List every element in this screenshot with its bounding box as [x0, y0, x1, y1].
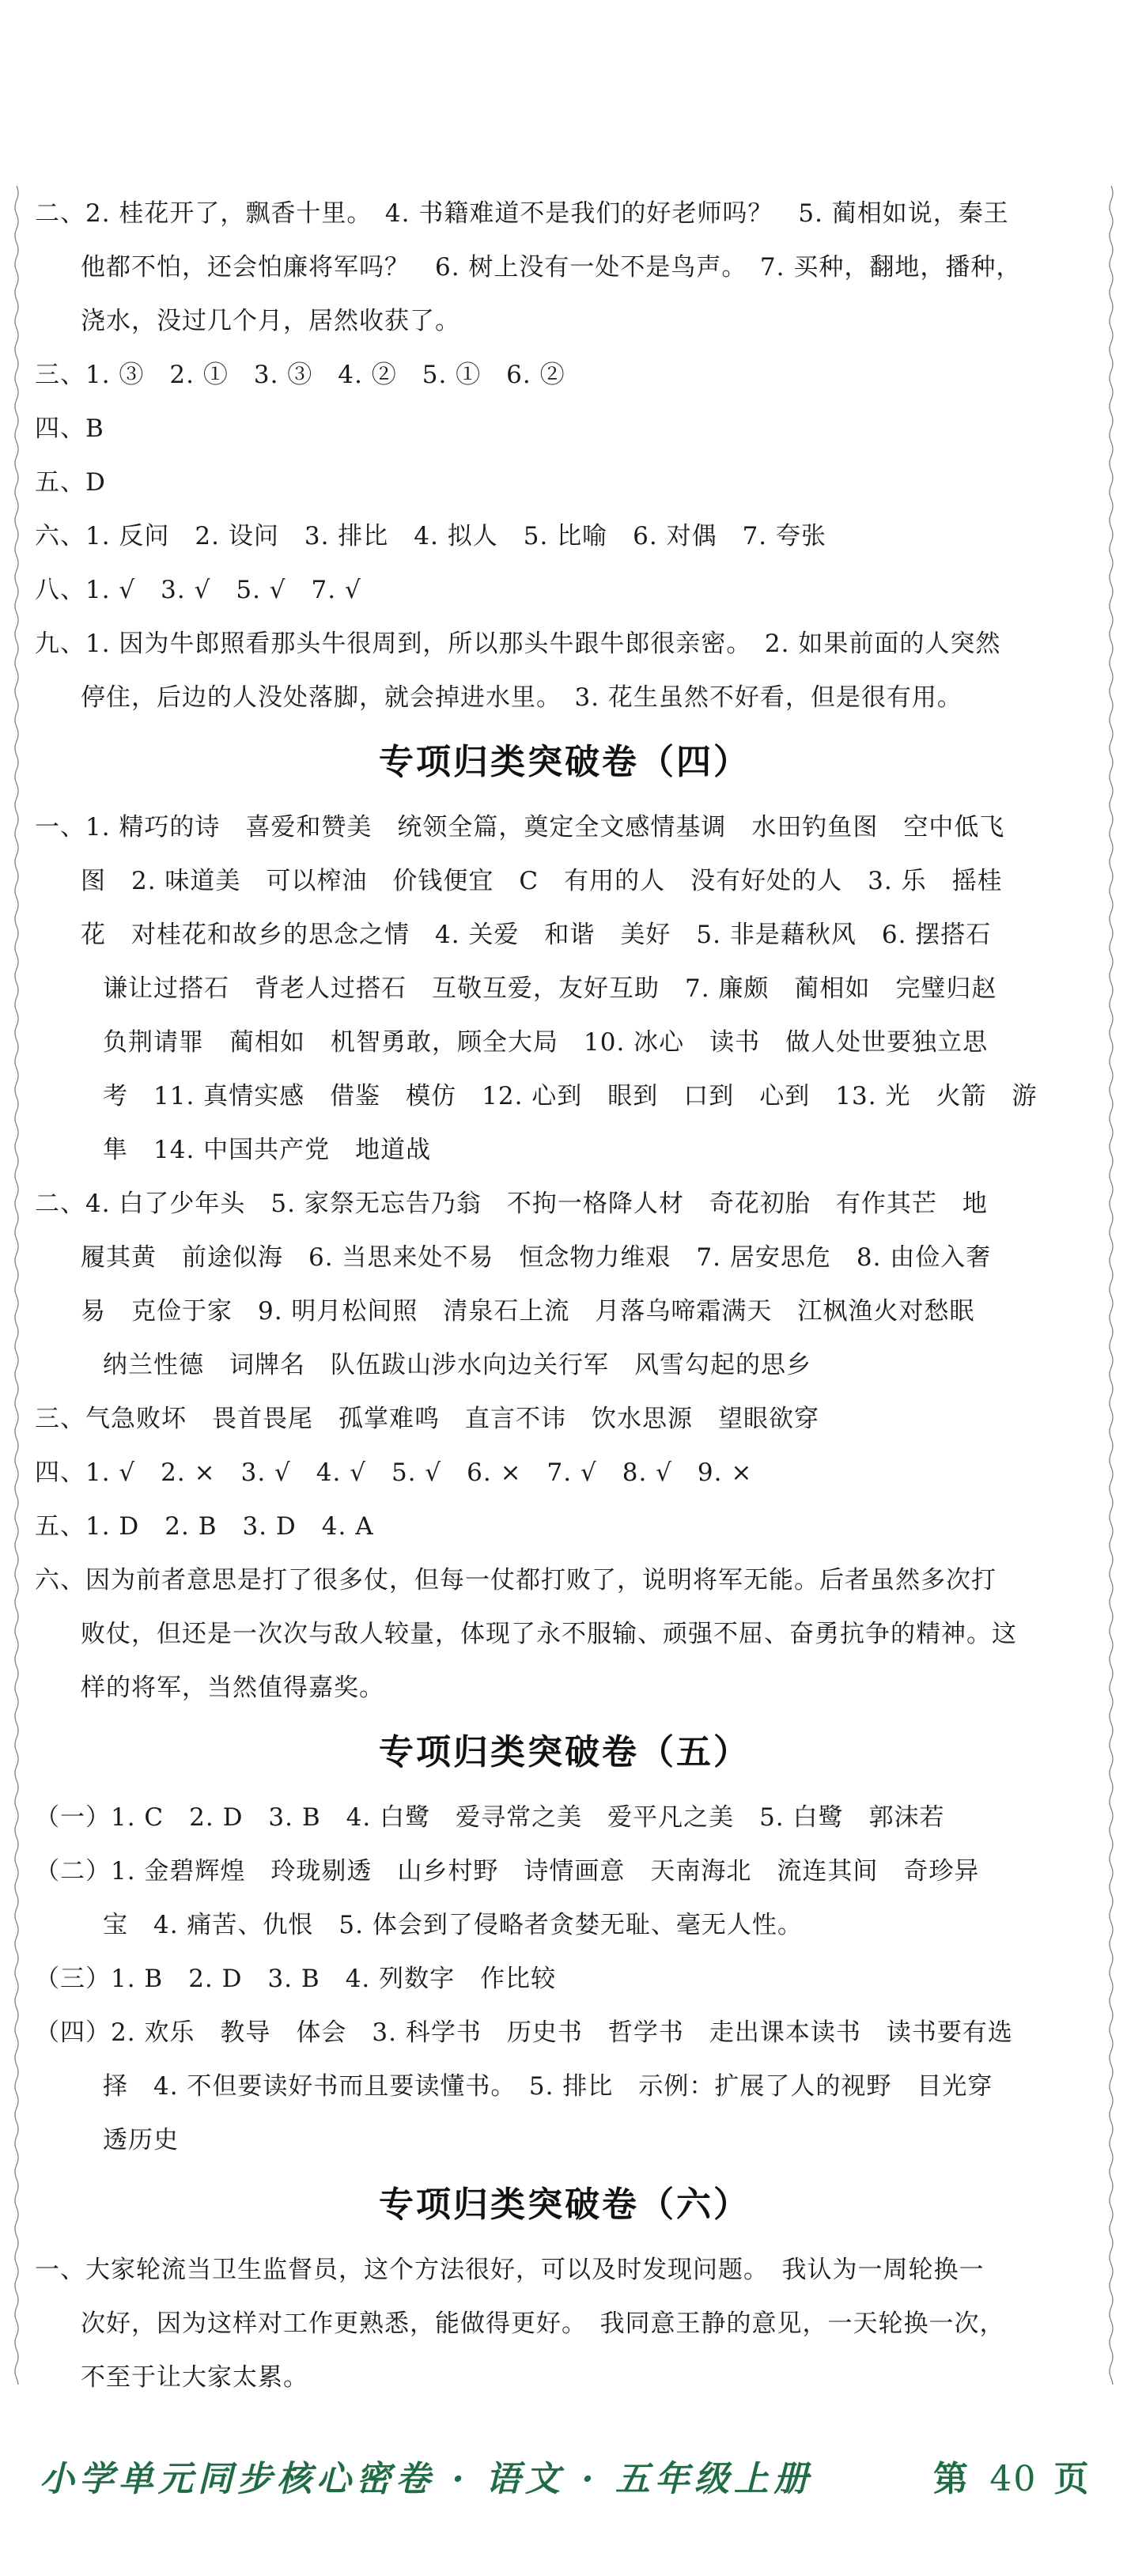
answer-line: 考 11. 真情实感 借鉴 模仿 12. 心到 眼到 口到 心到 13. 光 火箭 游	[103, 1082, 1038, 1110]
answer-line: 五、D	[35, 468, 106, 497]
answer-line: 八、1. √ 3. √ 5. √ 7. √	[35, 576, 361, 604]
right-wavy-border	[1106, 186, 1117, 2385]
answer-line: 四、1. √ 2. × 3. √ 4. √ 5. √ 6. × 7. √ 8. √ 9. ×	[35, 1458, 753, 1487]
answer-line: 五、1. D 2. B 3. D 4. A	[35, 1512, 374, 1541]
section-title-6: 专项归类突破卷（六）	[379, 2184, 751, 2225]
page-suffix: 页	[1053, 2459, 1094, 2499]
answer-line: 六、因为前者意思是打了很多仗，但每一仗都打败了，说明将军无能。后者虽然多次打	[35, 1566, 997, 1594]
section-title-4: 专项归类突破卷（四）	[379, 742, 751, 782]
answer-line: 败仗，但还是一次次与敌人较量，体现了永不服输、顽强不屈、奋勇抗争的精神。这	[81, 1620, 1017, 1648]
answer-line: 谦让过搭石 背老人过搭石 互敬互爱，友好互助 7. 廉颇 蔺相如 完璧归赵	[103, 974, 997, 1003]
answer-line: 四、B	[35, 414, 104, 443]
answer-line: （二）1. 金碧辉煌 玲珑剔透 山乡村野 诗情画意 天南海北 流连其间 奇珍异	[35, 1857, 980, 1886]
answer-line: 三、1. ③ 2. ① 3. ③ 4. ② 5. ① 6. ②	[35, 361, 565, 389]
wavy-line	[1110, 186, 1113, 2385]
answer-line: 一、1. 精巧的诗 喜爱和赞美 统领全篇，奠定全文感情基调 水田钓鱼图 空中低飞	[35, 813, 1005, 842]
book-title: 小学单元同步核心密卷 · 语文 · 五年级上册	[40, 2459, 813, 2499]
page-number-label	[933, 2448, 1094, 2511]
answer-line: 停住，后边的人没处落脚，就会掉进水里。 3. 花生虽然不好看，但是很有用。	[81, 683, 962, 712]
answer-line: （四）2. 欢乐 教导 体会 3. 科学书 历史书 哲学书 走出课本读书 读书要有选	[35, 2018, 1013, 2047]
answer-line: （三）1. B 2. D 3. B 4. 列数字 作比较	[35, 1965, 557, 1993]
answer-line: 浇水，没过几个月，居然收获了。	[81, 307, 460, 335]
page-number: 40	[989, 2459, 1038, 2499]
answer-line: 三、气急败坏 畏首畏尾 孤掌难鸣 直言不讳 饮水思源 望眼欲穿	[35, 1405, 819, 1433]
answer-line: 宝 4. 痛苦、仇恨 5. 体会到了侵略者贪婪无耻、毫无人性。	[103, 1911, 803, 1939]
answer-line: 透历史	[103, 2126, 179, 2154]
answer-line: 次好，因为这样对工作更熟悉，能做得更好。 我同意王静的意见，一天轮换一次，	[81, 2309, 1005, 2338]
answer-line: 他都不怕，还会怕廉将军吗？ 6. 树上没有一处不是鸟声。 7. 买种，翻地，播种，	[81, 253, 1022, 282]
section-title-5: 专项归类突破卷（五）	[379, 1732, 751, 1772]
page-footer	[40, 2448, 1094, 2511]
answer-line: 隼 14. 中国共产党 地道战	[103, 1136, 432, 1164]
answer-line: （一）1. C 2. D 3. B 4. 白鹭 爱寻常之美 爱平凡之美 5. 白鹭 郭沫若	[35, 1803, 945, 1832]
answer-line: 易 克俭于家 9. 明月松间照 清泉石上流 月落乌啼霜满天 江枫渔火对愁眠	[81, 1297, 975, 1326]
answer-line: 六、1. 反问 2. 设问 3. 排比 4. 拟人 5. 比喻 6. 对偶 7. 夸张	[35, 522, 827, 550]
answer-line: 二、4. 白了少年头 5. 家祭无忘告乃翁 不拘一格降人材 奇花初胎 有作其芒 地	[35, 1190, 988, 1218]
wavy-line	[15, 186, 18, 2385]
answer-line: 花 对桂花和故乡的思念之情 4. 关爱 和谐 美好 5. 非是藉秋风 6. 摆搭石	[81, 921, 992, 949]
page-prefix: 第	[933, 2459, 973, 2499]
answer-line: 不至于让大家太累。	[81, 2363, 308, 2392]
answer-line: 纳兰性德 词牌名 队伍跋山涉水向边关行军 风雪勾起的思乡	[103, 1351, 811, 1379]
answer-line: 择 4. 不但要读好书而且要读懂书。 5. 排比 示例：扩展了人的视野 目光穿	[103, 2072, 993, 2101]
answer-line: 二、2. 桂花开了，飘香十里。 4. 书籍难道不是我们的好老师吗？ 5. 蔺相如说，秦王	[35, 199, 1009, 228]
answer-line: 履其黄 前途似海 6. 当思来处不易 恒念物力维艰 7. 居安思危 8. 由俭入奢	[81, 1243, 992, 1272]
answer-line: 一、大家轮流当卫生监督员，这个方法很好，可以及时发现问题。 我认为一周轮换一	[35, 2256, 985, 2284]
answer-line: 图 2. 味道美 可以榨油 价钱便宜 C 有用的人 没有好处的人 3. 乐 摇桂	[81, 867, 1003, 895]
answer-line: 九、1. 因为牛郎照看那头牛很周到，所以那头牛跟牛郎很亲密。 2. 如果前面的人突然	[35, 630, 1001, 658]
left-wavy-border	[11, 186, 22, 2385]
answer-line: 样的将军，当然值得嘉奖。	[81, 1674, 384, 1702]
answer-line: 负荆请罪 蔺相如 机智勇敢，顾全大局 10. 冰心 读书 做人处世要独立思	[103, 1028, 989, 1057]
answer-content	[35, 187, 1095, 2404]
